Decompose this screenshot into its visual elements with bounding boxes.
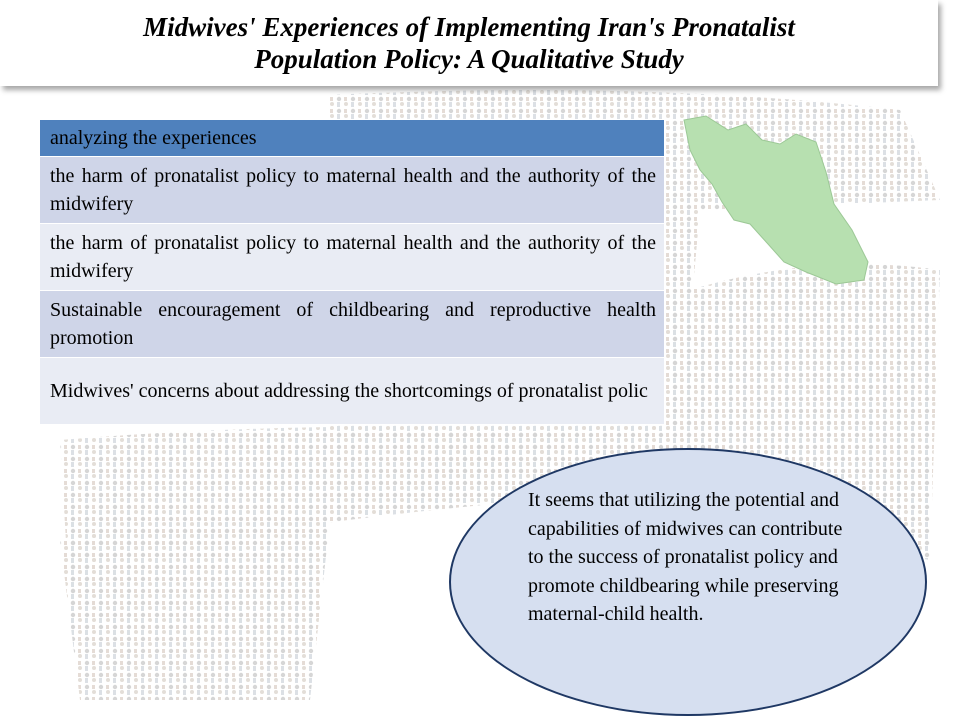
table-cell: the harm of pronatalist policy to maternal health and the authority of the midwifery — [40, 224, 664, 291]
conclusion-text: It seems that utilizing the potential and capabilities of midwives can contribute to the success of pronatalist policy and promote childbearing while preserving maternal-child health. — [528, 489, 843, 625]
table-cell: the harm of pronatalist policy to maternal health and the authority of the midwifery — [40, 157, 664, 224]
table-header-cell: analyzing the experiences — [40, 120, 664, 157]
table-header-row — [40, 120, 664, 157]
iran-map-icon — [676, 112, 870, 292]
table-row — [40, 358, 664, 425]
table-row — [40, 157, 664, 224]
table-cell: Sustainable encouragement of childbearing and reproductive health promotion — [40, 291, 664, 358]
slide-title-line-2: Population Policy: A Qualitative Study — [254, 44, 684, 74]
table-row — [40, 291, 664, 358]
table-cell: Midwives' concerns about addressing the shortcomings of pronatalist polic — [40, 358, 664, 425]
slide-title-line-1: Midwives' Experiences of Implementing Iran's Pronatalist — [143, 12, 795, 42]
table-row — [40, 224, 664, 291]
title-box — [0, 0, 938, 86]
experiences-table — [40, 120, 664, 425]
